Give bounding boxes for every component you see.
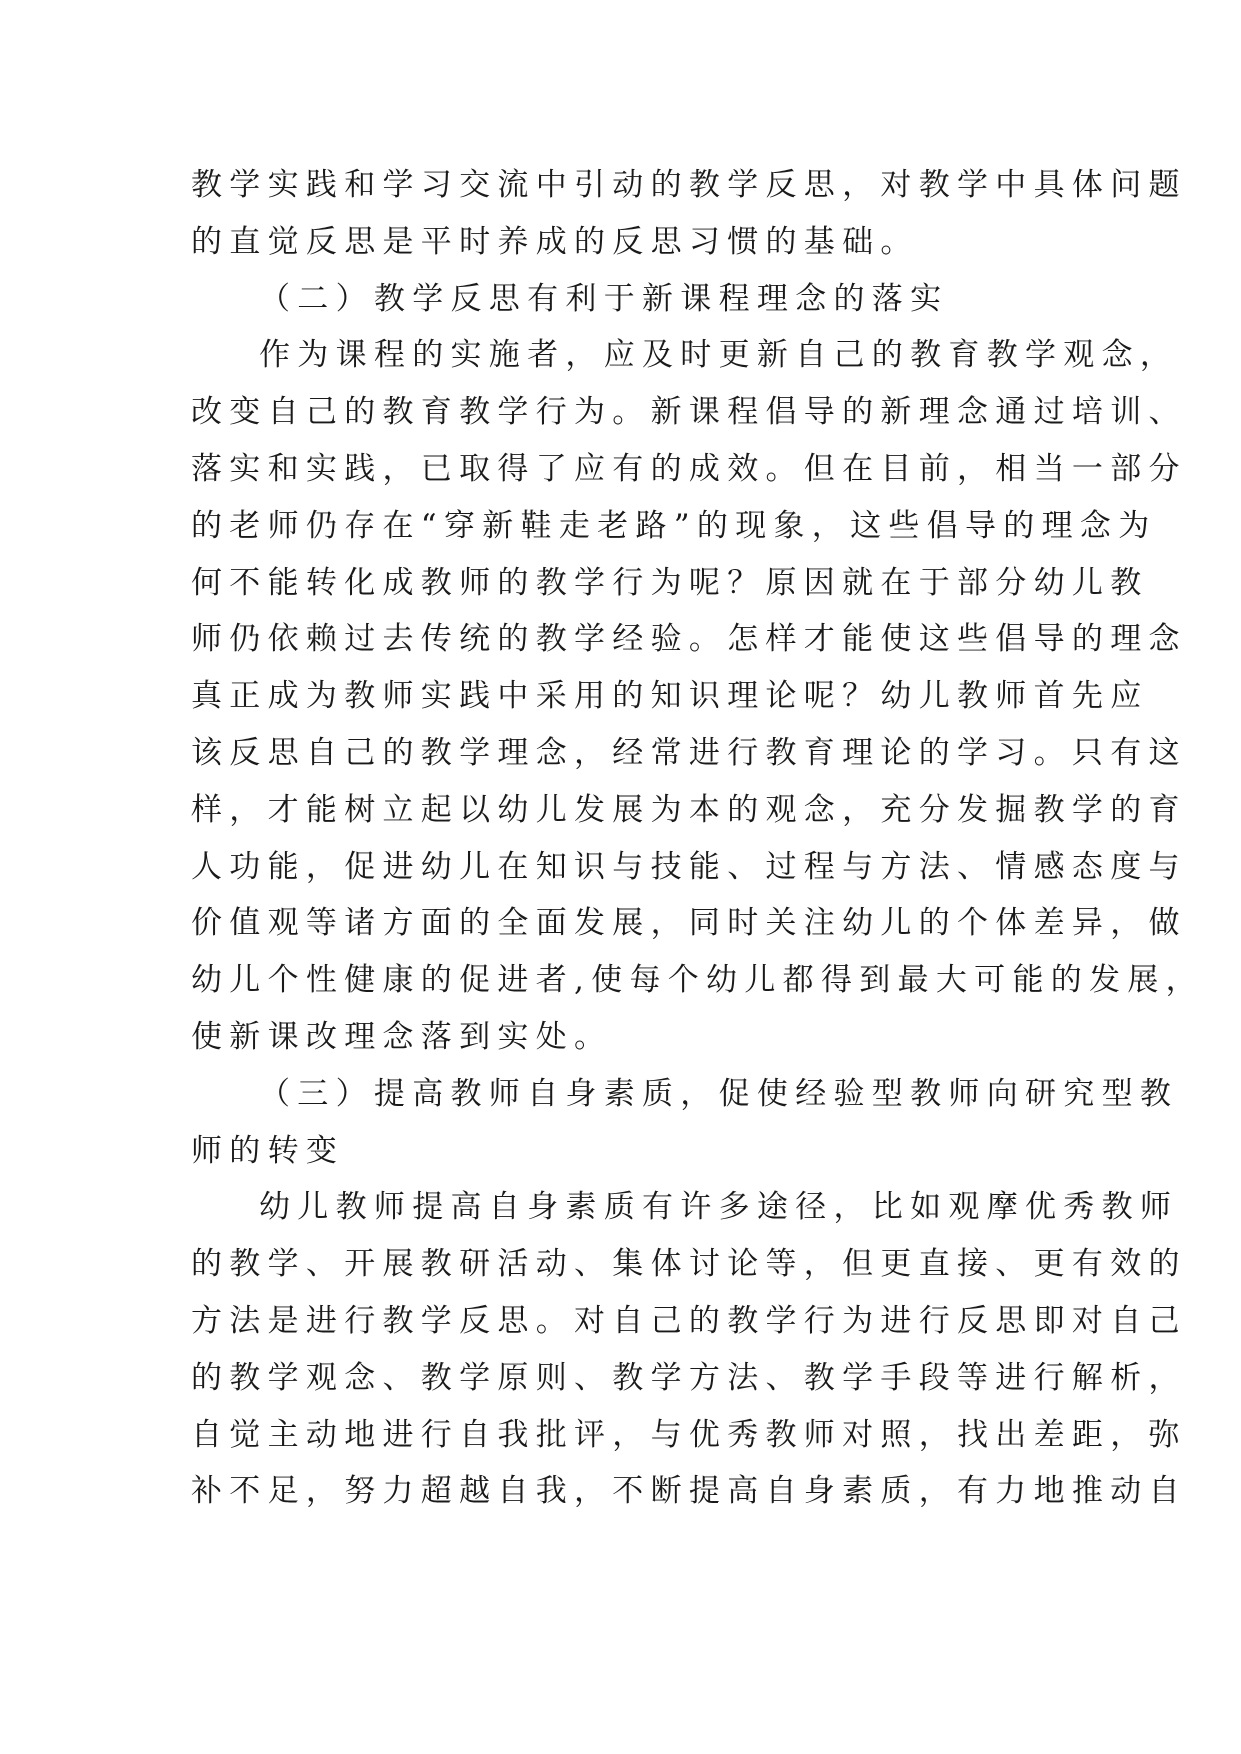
paragraph-line: 的教学观念、教学原则、教学方法、教学手段等进行解析， — [191, 1359, 1187, 1396]
section-heading-3-continued: 师的转变 — [191, 1132, 345, 1169]
paragraph-line: 方法是进行教学反思。对自己的教学行为进行反思即对自己 — [191, 1302, 1187, 1339]
body-text — [191, 157, 1204, 1520]
paragraph-line: 作为课程的实施者，应及时更新自己的教育教学观念， — [259, 337, 1179, 374]
paragraph-line: 该反思自己的教学理念，经常进行教育理论的学习。只有这 — [191, 734, 1187, 771]
paragraph-line: 改变自己的教育教学行为。新课程倡导的新理念通过培训、 — [191, 394, 1187, 431]
paragraph-line: 真正成为教师实践中采用的知识理论呢？幼儿教师首先应 — [191, 678, 1149, 715]
section-heading-3: （三）提高教师自身素质，促使经验型教师向研究型教 — [259, 1075, 1179, 1112]
paragraph-line: 价值观等诸方面的全面发展，同时关注幼儿的个体差异，做 — [191, 905, 1187, 942]
paragraph-line: 使新课改理念落到实处。 — [191, 1018, 613, 1055]
paragraph-line: 的教学、开展教研活动、集体讨论等，但更直接、更有效的 — [191, 1246, 1187, 1283]
paragraph-line: 何不能转化成教师的教学行为呢？原因就在于部分幼儿教 — [191, 564, 1149, 601]
paragraph-line: 的老师仍存在“穿新鞋走老路”的现象，这些倡导的理念为 — [191, 507, 1157, 544]
paragraph-line: 的直觉反思是平时养成的反思习惯的基础。 — [191, 223, 919, 260]
paragraph-line: 补不足，努力超越自我，不断提高自身素质，有力地推动自 — [191, 1473, 1187, 1510]
paragraph-line: 教学实践和学习交流中引动的教学反思，对教学中具体问题 — [191, 167, 1187, 203]
paragraph-line: 幼儿个性健康的促进者,使每个幼儿都得到最大可能的发展， — [191, 962, 1204, 999]
section-heading-2: （二）教学反思有利于新课程理念的落实 — [259, 280, 949, 317]
paragraph-line: 落实和实践，已取得了应有的成效。但在目前，相当一部分 — [191, 450, 1187, 487]
paragraph-line: 幼儿教师提高自身素质有许多途径，比如观摩优秀教师 — [259, 1189, 1179, 1226]
paragraph-line: 人功能，促进幼儿在知识与技能、过程与方法、情感态度与 — [191, 848, 1187, 885]
paragraph-line: 样，才能树立起以幼儿发展为本的观念，充分发掘教学的育 — [191, 791, 1187, 828]
paragraph-line: 自觉主动地进行自我批评，与优秀教师对照，找出差距，弥 — [191, 1416, 1187, 1453]
paragraph-line: 师仍依赖过去传统的教学经验。怎样才能使这些倡导的理念 — [191, 621, 1187, 658]
